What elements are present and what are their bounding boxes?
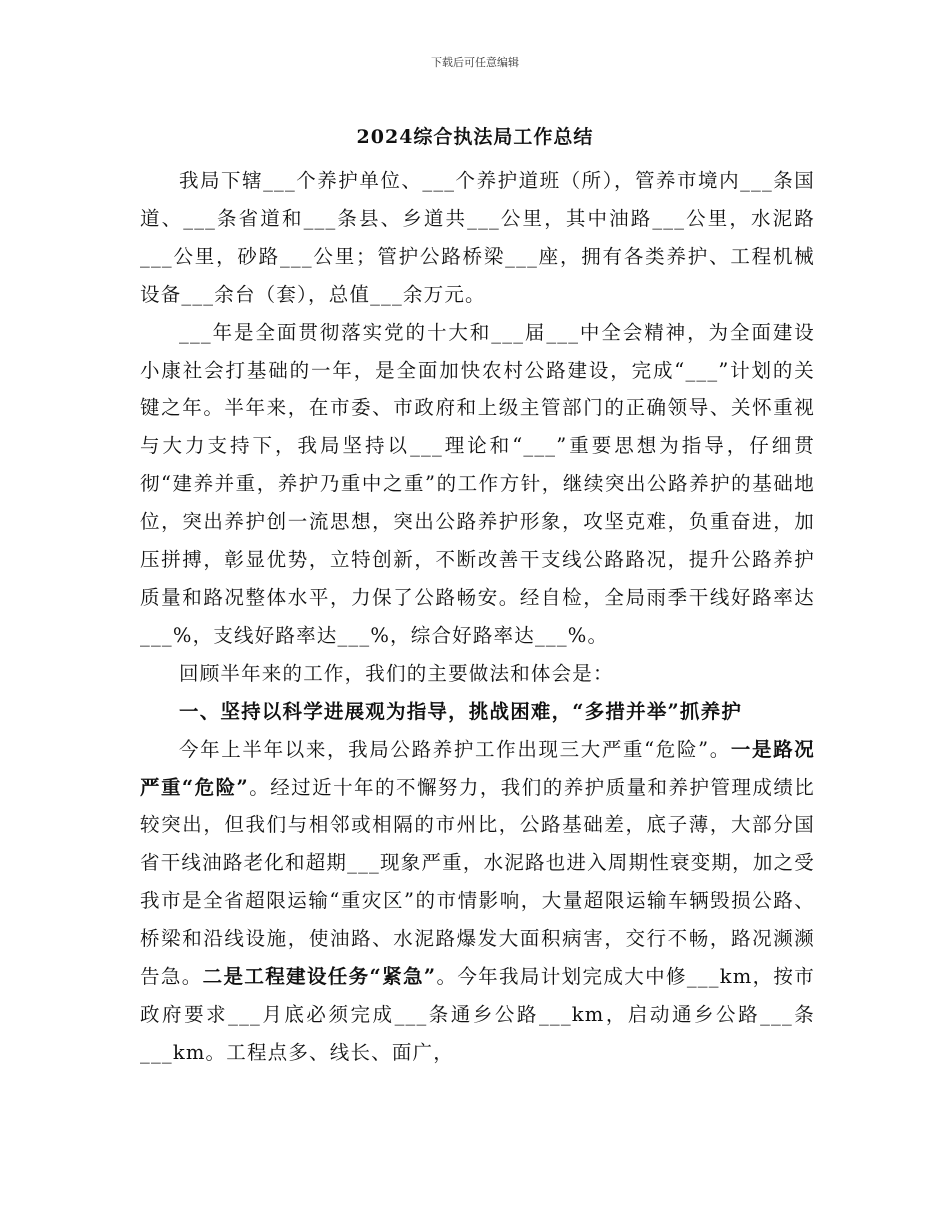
section-heading-1: 一、坚持以科学进展观为指导，挑战困难，“多措并举”抓养护 xyxy=(179,699,743,723)
risks-text-1: 今年上半年以来，我局公路养护工作出现三大严重“危险”。 xyxy=(179,737,731,761)
risk-one-bold: 一是路况严重“危险” xyxy=(140,737,815,799)
paragraph-overview: ___年是全面贯彻落实党的十大和___届___中全会精神，为全面建设小康社会打基础的一年，是全面加快农村公路建设，完成“___”计划的关键之年。半年来，在市委、市政府和上级主管部门的正确领导、关怀重视与大力支持下，我局坚持以___理论和“___”重要思想为指导，仔细贯彻“建养并重，养护乃重中之重”的工作方针，继续突出公路养护的基础地位，突出养护创一流思想，突出公路养护形象，攻坚克难，负重奋进，加压拼搏，彰显优势，立特创新，不断改善干支线公路路况，提升公路养护质量和路况整体水平，力保了公路畅安。经自检，全局雨季干线好路率达___%，支线好路率达___%，综合好路率达___%。 xyxy=(140,320,815,647)
risk-two-bold: 二是工程建设任务“紧急” xyxy=(202,965,437,989)
risks-text-3: 。今年我局计划完成大中修___km，按市政府要求___月底必须完成___条通乡公路___km，启动通乡公路___条___km。工程点多、线长、面广， xyxy=(140,965,815,1064)
paragraph-review: 回顾半年来的工作，我们的主要做法和体会是： xyxy=(179,661,614,685)
document-body xyxy=(140,162,815,1072)
risks-text-2: 。经过近十年的不懈努力，我们的养护质量和养护管理成绩比较突出，但我们与相邻或相隔的市州比，公路基础差，底子薄，大部分国省干线油路老化和超期___现象严重，水泥路也进入周期性衰变期，加之受我市是全省超限运输“重灾区”的市情影响，大量超限运输车辆毁损公路、桥梁和沿线设施，使油路、水泥路爆发大面积病害，交行不畅，路况濒濒告急。 xyxy=(140,775,816,989)
paragraph-risks xyxy=(140,731,815,1072)
document-title: 2024综合执法局工作总结 xyxy=(356,126,594,148)
paragraph-intro: 我局下辖___个养护单位、___个养护道班（所），管养市境内___条国道、___条省道和___条县、乡道共___公里，其中油路___公里，水泥路___公里，砂路___公里；管护公路桥梁___座，拥有各类养护、工程机械设备___余台（套），总值___余万元。 xyxy=(140,169,815,306)
header-note: 下载后可任意编辑 xyxy=(431,56,519,69)
